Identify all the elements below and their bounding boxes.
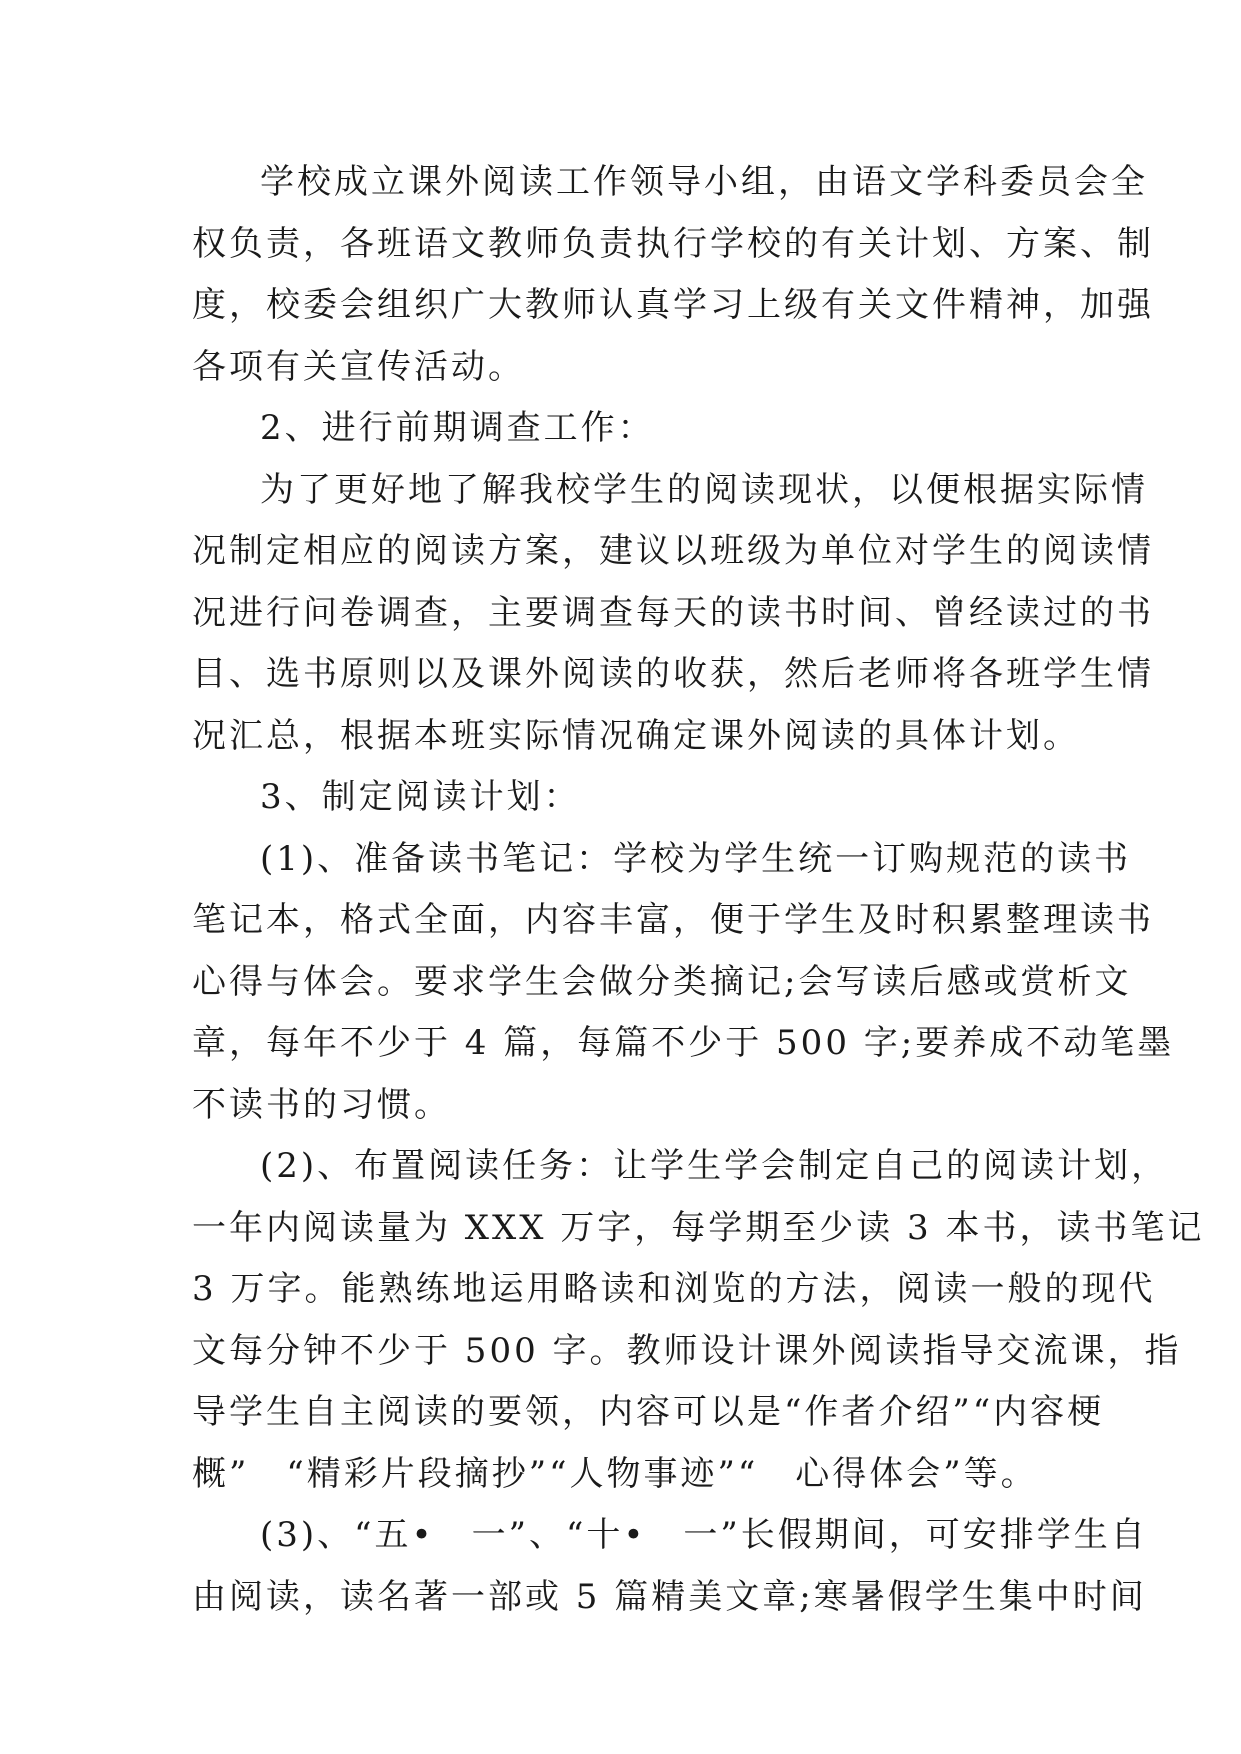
paragraph-survey <box>192 460 1154 768</box>
text-line: 目、选书原则以及课外阅读的收获，然后老师将各班学生情 <box>192 654 1154 694</box>
text-line: 笔记本，格式全面，内容丰富，便于学生及时积累整理读书 <box>192 900 1154 940</box>
text-line: 度，校委会组织广大教师认真学习上级有关文件精神，加强 <box>192 285 1154 325</box>
text-line: 文每分钟不少于 500 字。教师设计课外阅读指导交流课，指 <box>192 1330 1182 1371</box>
paragraph-leadership-group <box>192 152 1154 398</box>
text-line: 各项有关宣传活动。 <box>192 346 525 387</box>
text-line: 导学生自主阅读的要领，内容可以是“作者介绍”“内容梗 <box>192 1392 1105 1432</box>
section-heading-survey <box>192 398 1050 460</box>
text-line: 3、制定阅读计划： <box>260 777 581 817</box>
text-line: 一年内阅读量为 XXX 万字，每学期至少读 3 本书，读书笔记 <box>192 1207 1205 1248</box>
text-line: (3)、“五• 一”、“十• 一”长假期间，可安排学生自 <box>260 1515 1148 1555</box>
text-line: 况制定相应的阅读方案，建议以班级为单位对学生的阅读情 <box>192 531 1154 571</box>
text-line: 为了更好地了解我校学生的阅读现状，以便根据实际情 <box>260 469 1148 510</box>
document-body <box>192 152 1205 1628</box>
text-line: 概” “精彩片段摘抄”“人物事迹”“ 心得体会”等。 <box>192 1453 1038 1494</box>
text-line: 况进行问卷调查，主要调查每天的读书时间、曾经读过的书 <box>192 592 1154 633</box>
text-line: 2、进行前期调查工作： <box>260 408 655 448</box>
text-line: 由阅读，读名著一部或 5 篇精美文章;寒暑假学生集中时间 <box>192 1576 1147 1617</box>
text-line: 学校成立课外阅读工作领导小组，由语文学科委员会全 <box>260 162 1148 202</box>
paragraph-holiday-reading <box>192 1505 1148 1628</box>
text-line: (2)、布置阅读任务：让学生学会制定自己的阅读计划， <box>260 1146 1169 1186</box>
text-line: 3 万字。能熟练地运用略读和浏览的方法，阅读一般的现代 <box>192 1269 1156 1309</box>
paragraph-reading-tasks <box>192 1136 1205 1505</box>
section-heading-plan <box>192 767 1050 829</box>
text-line: (1)、准备读书笔记：学校为学生统一订购规范的读书 <box>260 838 1132 879</box>
text-line: 章，每年不少于 4 篇，每篇不少于 500 字;要养成不动笔墨 <box>192 1023 1175 1063</box>
text-line: 不读书的习惯。 <box>192 1084 451 1125</box>
text-line: 心得与体会。要求学生会做分类摘记;会写读后感或赏析文 <box>192 961 1132 1002</box>
text-line: 权负责，各班语文教师负责执行学校的有关计划、方案、制 <box>192 223 1154 264</box>
text-line: 况汇总，根据本班实际情况确定课外阅读的具体计划。 <box>192 715 1080 756</box>
paragraph-reading-notes <box>192 829 1175 1137</box>
